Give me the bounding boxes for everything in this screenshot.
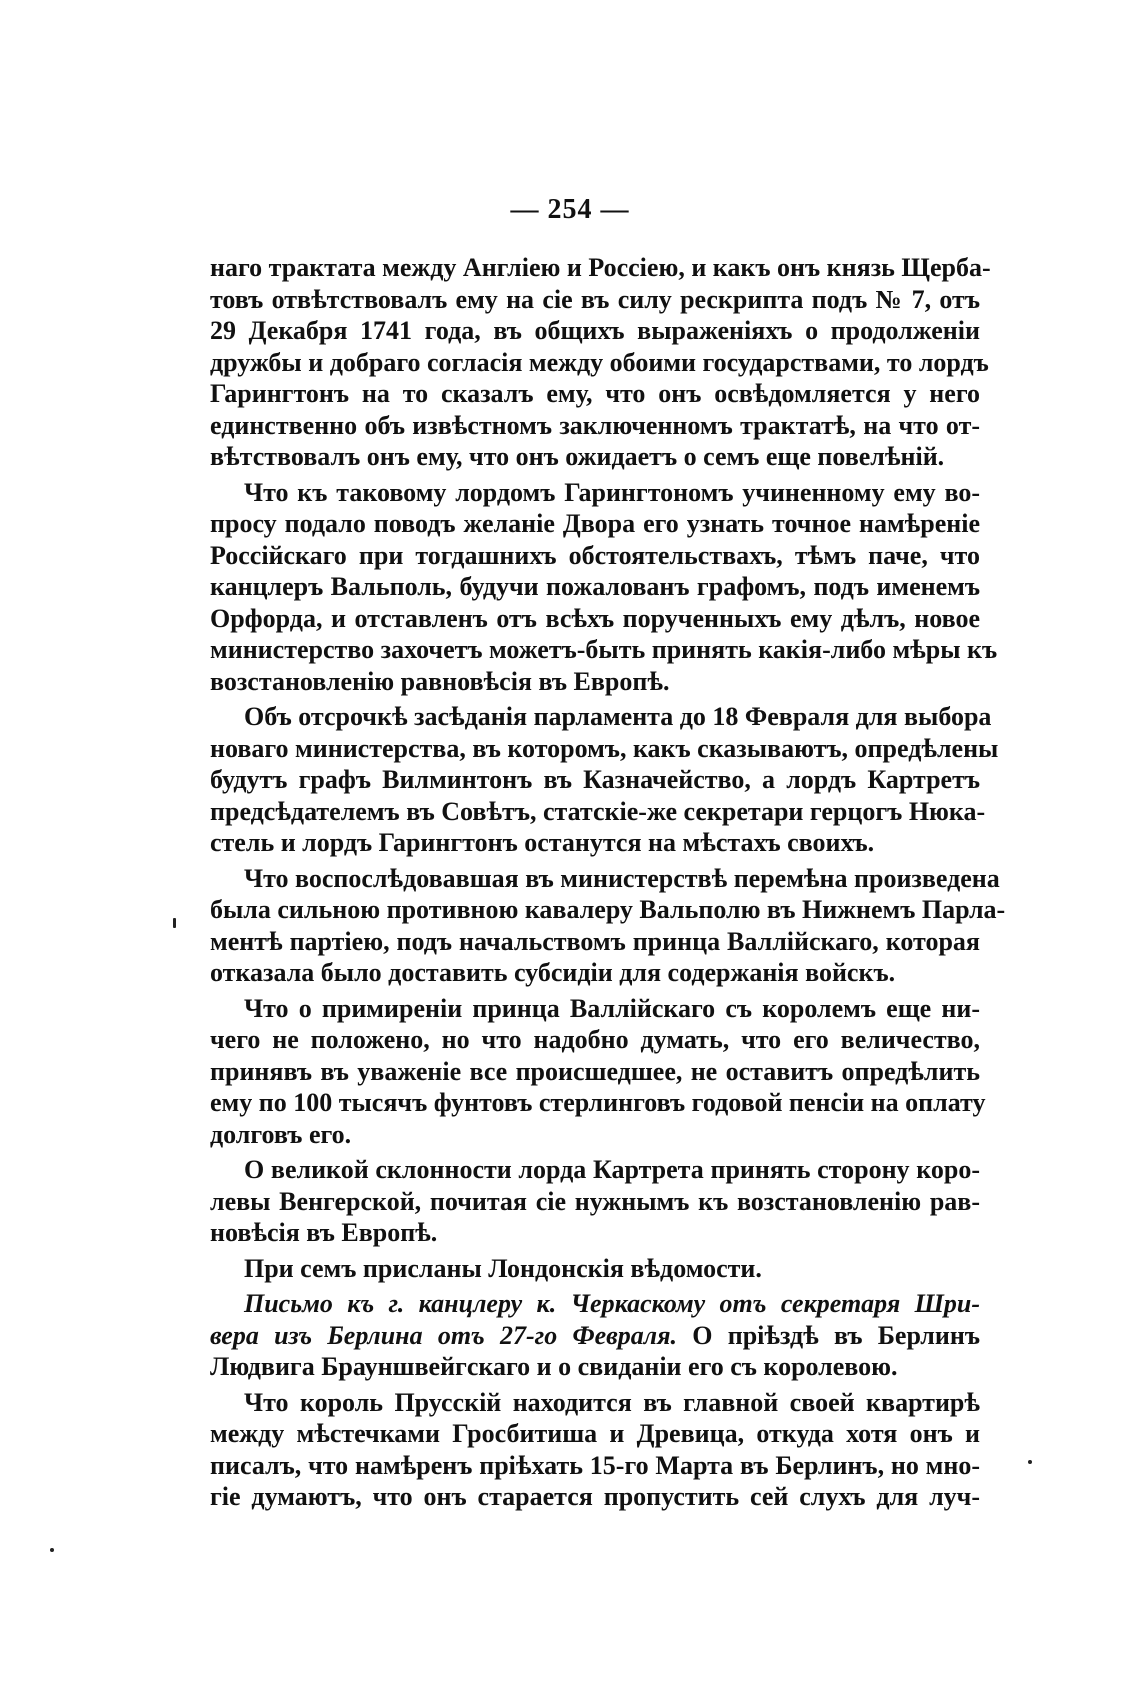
paragraph bbox=[210, 993, 986, 1151]
paragraph bbox=[210, 1154, 980, 1249]
letter-heading-paragraph bbox=[210, 1288, 980, 1383]
scan-speck bbox=[173, 918, 176, 928]
text-line: 29 Декабря 1741 года, въ общихъ выраженіяхъ о продолженіи bbox=[210, 316, 980, 345]
scan-speck bbox=[50, 1548, 54, 1552]
text-line: вѣтствовалъ онъ ему, что онъ ожидаетъ о семъ еще повелѣній. bbox=[210, 442, 945, 471]
text-line: Что воспослѣдовавшая въ министерствѣ перемѣна произведена bbox=[244, 863, 1000, 893]
text-line: отказала было доставить субсидіи для содержанія войскъ. bbox=[210, 958, 896, 987]
text-line: наго трактата между Англіею и Россіею, и какъ онъ князь Щерба- bbox=[210, 253, 991, 282]
text-line: писалъ, что намѣренъ пріѣхать 15-го Марта въ Берлинъ, но мно- bbox=[210, 1450, 980, 1480]
text-line: товъ отвѣтствовалъ ему на сіе въ силу рескрипта подъ № 7, отъ bbox=[210, 284, 980, 314]
text-line: предсѣдателемъ въ Совѣтъ, статскіе-же секретари герцогъ Нюка- bbox=[210, 796, 986, 826]
paragraph bbox=[210, 701, 999, 859]
text-line: Гарингтонъ на то сказалъ ему, что онъ освѣдомляется у него bbox=[210, 379, 980, 408]
text-line: будутъ графъ Вилминтонъ въ Казначейство, а лордъ Картретъ bbox=[210, 765, 980, 794]
text-line: возстановленію равновѣсія въ Европѣ. bbox=[210, 666, 670, 696]
italic-heading-line: Письмо къ г. канцлеру к. Черкаскому отъ секретаря Шри- bbox=[244, 1289, 980, 1318]
text-line: О великой склонности лорда Картрета принять сторону коро- bbox=[244, 1155, 980, 1184]
text-line: Орфорда, и отставленъ отъ всѣхъ порученныхъ ему дѣлъ, новое bbox=[210, 603, 980, 633]
text-line: Россійскаго при тогдашнихъ обстоятельствахъ, тѣмъ паче, что bbox=[210, 540, 980, 570]
paragraph bbox=[210, 1387, 980, 1513]
paragraph bbox=[210, 1253, 980, 1285]
text-line: новаго министерства, въ которомъ, какъ сказываютъ, опредѣлены bbox=[210, 733, 999, 763]
text-line: левы Венгерской, почитая сіе нужнымъ къ возстановленію рав- bbox=[210, 1186, 980, 1216]
paragraph bbox=[210, 863, 1006, 989]
body-text bbox=[210, 252, 1006, 1517]
text-line: чего не положено, но что надобно думать, что его величество, bbox=[210, 1025, 980, 1054]
text-line: канцлеръ Вальполь, будучи пожалованъ графомъ, подъ именемъ bbox=[210, 572, 980, 601]
text-line: новѣсія въ Европѣ. bbox=[210, 1218, 438, 1247]
paragraph bbox=[210, 477, 998, 698]
text-line: Что къ таковому лордомъ Гарингтономъ учиненному ему во- bbox=[244, 477, 980, 507]
page-number: — 254 — bbox=[510, 194, 630, 225]
heading-tail: О пріѣздѣ въ Берлинъ bbox=[677, 1320, 980, 1350]
text-line: Что о примиреніи принца Валлійскаго съ королемъ еще ни- bbox=[244, 993, 980, 1023]
text-line: гіе думаютъ, что онъ старается пропустить сей слухъ для луч- bbox=[210, 1482, 980, 1511]
scan-speck bbox=[1028, 1460, 1032, 1464]
text-line: долговъ его. bbox=[210, 1119, 352, 1149]
paragraph bbox=[210, 252, 991, 473]
text-line: Объ отсрочкѣ засѣданія парламента до 18 Февраля для выбора bbox=[244, 702, 992, 731]
text-line: была сильною противною кавалеру Вальполю въ Нижнемъ Парла- bbox=[210, 895, 1006, 924]
text-line: Людвига Брауншвейгскаго и о свиданіи его съ королевою. bbox=[210, 1352, 898, 1381]
text-line: ему по 100 тысячъ фунтовъ стерлинговъ годовой пенсіи на оплату bbox=[210, 1088, 986, 1117]
text-line: дружбы и добраго согласія между обоими государствами, то лордъ bbox=[210, 347, 989, 377]
text-line: стель и лордъ Гарингтонъ останутся на мѣстахъ своихъ. bbox=[210, 828, 875, 857]
italic-heading-line: вера изъ Берлина отъ 27-го Февраля. bbox=[210, 1320, 677, 1350]
text-line: ментѣ партіею, подъ начальствомъ принца Валлійскаго, которая bbox=[210, 926, 980, 956]
text-line: просу подало поводъ желаніе Двора его узнать точное намѣреніе bbox=[210, 509, 980, 538]
text-line: При семъ присланы Лондонскія вѣдомости. bbox=[244, 1253, 762, 1283]
text-line: между мѣстечками Гросбитиша и Древица, откуда хотя онъ и bbox=[210, 1419, 980, 1448]
text-line bbox=[210, 1320, 980, 1352]
text-line: Что король Прусскій находится въ главной своей квартирѣ bbox=[244, 1387, 980, 1417]
text-line: министерство захочетъ можетъ-быть принять какія-либо мѣры къ bbox=[210, 635, 998, 664]
text-line: принявъ въ уваженіе все происшедшее, не оставитъ опредѣлить bbox=[210, 1056, 980, 1086]
text-line: единственно объ извѣстномъ заключенномъ трактатѣ, на что от- bbox=[210, 410, 980, 440]
